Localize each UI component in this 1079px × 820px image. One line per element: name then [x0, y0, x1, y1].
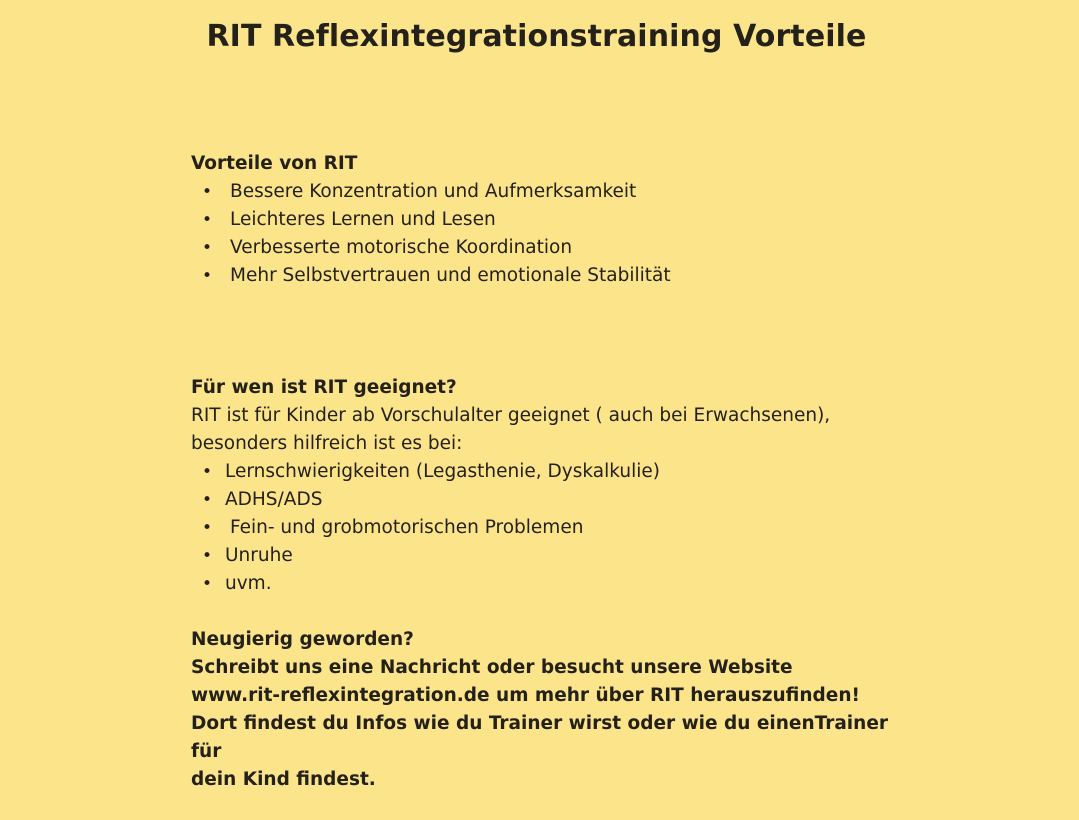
list-item: • Bessere Konzentration und Aufmerksamkeit	[191, 178, 911, 206]
cta-line-5: dein Kind findest.	[191, 769, 376, 790]
benefits-section	[191, 150, 911, 290]
bullet-icon: •	[202, 490, 213, 510]
bullet-icon: •	[202, 462, 213, 482]
bullet-icon: •	[202, 518, 213, 538]
cta-line-4: Dort findest du Infos wie du Trainer wirst oder wie du einenTrainer für	[191, 713, 888, 762]
suitability-intro-line-2: besonders hilfreich ist es bei:	[191, 433, 463, 454]
list-item: • Leichteres Lernen und Lesen	[191, 206, 911, 234]
list-item: • uvm.	[191, 570, 911, 598]
bullet-icon: •	[202, 266, 213, 286]
benefits-heading: Vorteile von RIT	[191, 153, 358, 174]
list-item: • Unruhe	[191, 542, 911, 570]
content	[191, 150, 911, 794]
list-item: • Fein- und grobmotorischen Problemen	[191, 514, 911, 542]
suitability-heading: Für wen ist RIT geeignet?	[191, 377, 457, 398]
cta-line-1: Neugierig geworden?	[191, 629, 414, 650]
cta-line-3: www.rit-reflexintegration.de um mehr über RIT herauszufinden!	[191, 685, 860, 706]
list-item: • Lernschwierigkeiten (Legasthenie, Dyskalkulie)	[191, 458, 911, 486]
bullet-icon: •	[202, 210, 213, 230]
cta-line-2: Schreibt uns eine Nachricht oder besucht unsere Website	[191, 657, 793, 678]
suitability-section	[191, 374, 911, 598]
suitability-list	[191, 458, 911, 598]
bullet-icon: •	[202, 182, 213, 202]
bullet-icon: •	[202, 546, 213, 566]
bullet-icon: •	[202, 238, 213, 258]
benefits-list	[191, 178, 911, 290]
page-title: RIT Reflexintegrationstraining Vorteile	[206, 19, 867, 54]
bullet-icon: •	[202, 574, 213, 594]
list-item: • ADHS/ADS	[191, 486, 911, 514]
list-item: • Mehr Selbstvertrauen und emotionale Stabilität	[191, 262, 911, 290]
list-item: • Verbesserte motorische Koordination	[191, 234, 911, 262]
suitability-intro-line-1: RIT ist für Kinder ab Vorschulalter geeignet ( auch bei Erwachsenen),	[191, 405, 831, 426]
cta-section	[191, 626, 911, 794]
